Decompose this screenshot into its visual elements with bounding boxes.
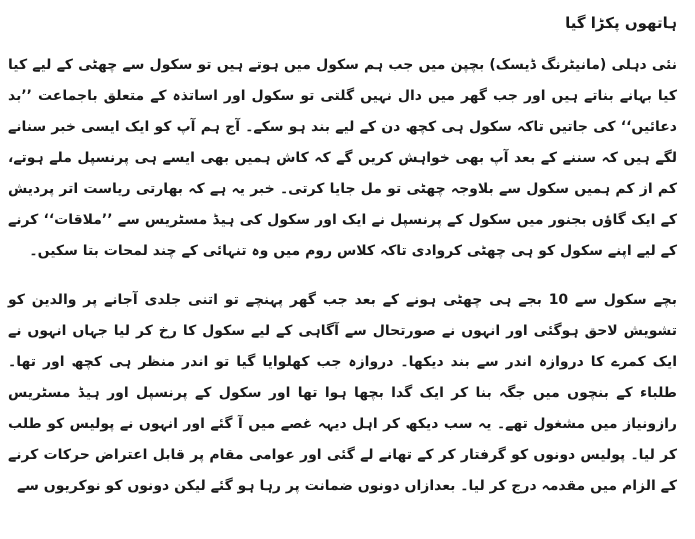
- article-paragraph-2: بچے سکول سے 10 بجے ہی چھٹی ہونے کے بعد جب گھر پہنچے تو اتنی جلدی آجانے پر والدین کو تشویش لاحق ہوگئی اور انہوں نے صورتحال سے آگاہی کے لیے سکول کا رخ کر لیا جہاں انہوں نے ایک کمرے کا دروازہ اندر سے بند دیکھا۔ دروازہ جب کھلوایا گیا تو اندر منظر ہی کچھ اور تھا۔ طلباء کے بنچوں میں جگہ بنا کر ایک گدا بچھا ہوا تھا اور سکول کے پرنسپل اور ہیڈ مسٹریس رازونیاز میں مشغول تھے۔ یہ سب دیکھ کر اہل دیہہ غصے میں آ گئے اور انہوں نے پولیس کو طلب کر لیا۔ پولیس دونوں کو گرفتار کر کے تھانے لے گئی اور عوامی مقام پر قابل اعتراض حرکات کرنے کے الزام میں مقدمہ درج کر لیا۔ بعدازاں دونوں ضمانت پر رہا ہو گئے لیکن دونوں کو نوکریوں سے: [8, 292, 677, 494]
- article-paragraph-1: نئی دہلی (مانیٹرنگ ڈیسک) بچپن میں جب ہم سکول میں ہوتے ہیں تو سکول سے چھٹی کے لیے کیا کیا بہانے بناتے ہیں اور جب گھر میں دال نہیں گلتی تو سکول اور اساتذہ کے متعلق باجماعت ’’بد دعائیں‘‘ کی جاتیں تاکہ سکول ہی کچھ دن کے لیے بند ہو سکے۔ آج ہم آپ کو ایک ایسی خبر سنانے لگے ہیں کہ سننے کے بعد آپ بھی خواہش کریں گے کہ کاش ہمیں بھی ایسے ہی پرنسپل ملے ہوتے، کم از کم ہمیں سکول سے بلاوجہ چھٹی تو مل جایا کرتی۔ خبر یہ ہے کہ بھارتی ریاست اتر پردیش کے ایک گاؤں بجنور میں سکول کے پرنسپل نے ایک اور سکول کی ہیڈ مسٹریس سے ’’ملاقات‘‘ کرنے کے لیے اپنے سکول کو ہی چھٹی کروادی تاکہ کلاس روم میں وہ تنہائی کے چند لمحات بتا سکیں۔: [8, 57, 677, 259]
- article-title: ہاتھوں پکڑا گیا: [565, 14, 677, 32]
